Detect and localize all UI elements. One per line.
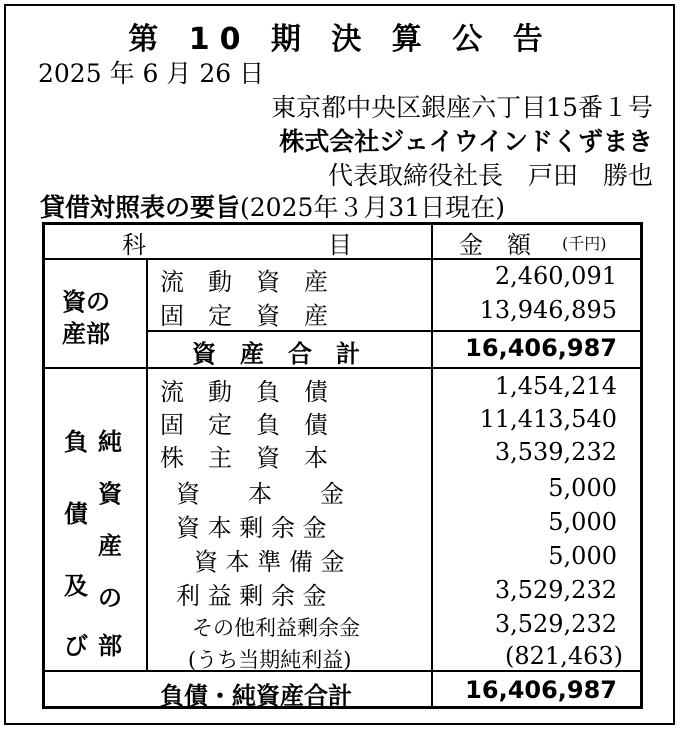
assets-section-line-1: 資の — [62, 288, 110, 316]
table-border-right — [640, 222, 643, 709]
company-address: 東京都中央区銀座六丁目15番１号 — [271, 93, 653, 122]
header-unit: (千円) — [562, 234, 607, 253]
liab-total-value: 16,406,987 — [465, 676, 617, 704]
assets-total-label: 資 産 合 計 — [192, 340, 360, 368]
subtitle-main: 貸借対照表の要旨 — [40, 193, 241, 222]
liab-row-value: 5,000 — [548, 474, 617, 502]
asset-row-value: 2,460,091 — [494, 262, 617, 290]
liab-row-label: 固 定 負 債 — [160, 411, 328, 439]
asset-row-label: 固 定 資 産 — [160, 302, 328, 330]
amount-column-divider — [431, 222, 433, 709]
balance-sheet-table — [42, 222, 643, 709]
liab-row-value: 3,539,232 — [494, 438, 617, 466]
liab-row-value: (821,463) — [505, 642, 623, 670]
liab-row-label: 資 本 準 備 金 — [194, 548, 345, 576]
company-name: 株式会社ジェイウインドくずまき — [279, 127, 653, 156]
liab-section-left-4: び — [64, 632, 88, 660]
liab-row-label: 流 動 負 債 — [160, 378, 328, 406]
liab-row-value: 5,000 — [548, 542, 617, 570]
liab-section-left-1: 負 — [64, 428, 88, 456]
representative: 代表取締役社長 戸田 勝也 — [327, 161, 653, 190]
liab-row-value: 3,529,232 — [494, 610, 617, 638]
assets-total-value: 16,406,987 — [465, 334, 617, 362]
liab-section-left-2: 債 — [64, 500, 88, 528]
liab-row-value: 1,454,214 — [494, 372, 617, 400]
liab-row-label: その他利益剰余金 — [192, 616, 360, 640]
liab-section-right-3: 産 — [98, 532, 122, 560]
section-column-divider — [146, 258, 148, 670]
liab-row-label: 資 本 剰 余 金 — [176, 514, 327, 542]
header-account-2: 目 — [328, 231, 352, 259]
liab-section-right-2: 資 — [98, 480, 122, 508]
table-border-left — [42, 222, 45, 709]
header-amount: 金 額 — [459, 231, 531, 259]
liab-section-right-5: 部 — [98, 632, 122, 660]
assets-section-line-2: 産部 — [62, 320, 110, 348]
liab-row-label: 株 主 資 本 — [160, 444, 328, 472]
liab-section-left-3: 及 — [64, 572, 88, 600]
liab-row-label: 利 益 剰 余 金 — [176, 582, 327, 610]
liab-row-value: 5,000 — [548, 508, 617, 536]
subtitle-date: (2025年３月31日現在) — [240, 193, 505, 222]
liab-row-value: 3,529,232 — [494, 576, 617, 604]
liab-section-right-1: 純 — [98, 428, 122, 456]
asset-row-value: 13,946,895 — [479, 296, 617, 324]
page-title: 第 10 期 決 算 公 告 — [128, 22, 553, 57]
liab-row-label: 資 本 金 — [176, 480, 344, 508]
liab-row-label: (うち当期純利益) — [188, 648, 352, 672]
balance-sheet-subtitle — [40, 188, 505, 224]
header-account-1: 科 — [122, 231, 146, 259]
asset-row-label: 流 動 資 産 — [160, 268, 328, 296]
liab-section-right-4: の — [98, 584, 122, 612]
notice-date: 2025 年 6 月 26 日 — [38, 59, 265, 88]
liab-total-label: 負債・純資産合計 — [160, 682, 352, 710]
liab-row-value: 11,413,540 — [479, 405, 617, 433]
